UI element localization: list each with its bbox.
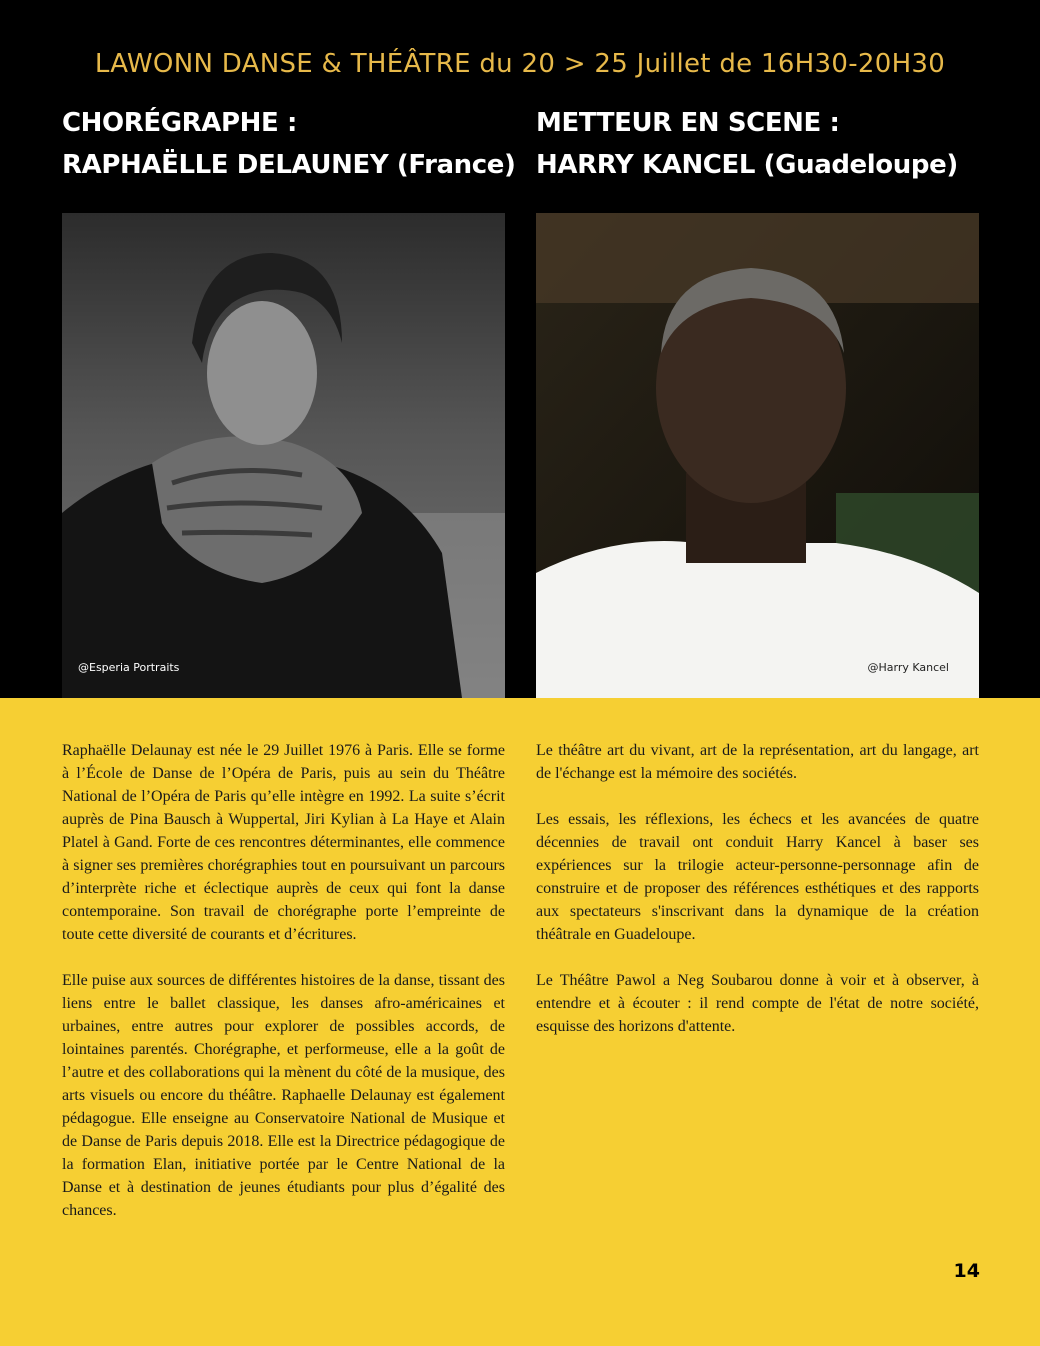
biography-paragraph: Le Théâtre Pawol a Neg Soubarou donne à voir et à observer, à entendre et à écouter : il rend compte de l'état de notre société, esquisse des horizons d'attente.	[536, 972, 979, 1035]
portrait-illustration-left	[62, 213, 505, 698]
portrait-illustration-right	[536, 213, 979, 698]
biography-paragraph: Elle puise aux sources de différentes histoires de la danse, tissant des liens entre le ballet classique, les danses afro-américaines et urbaines, entre autres pour explorer de possibles accords, de lointaines parentés. Chorégraphe, et performeuse, elle a la goût de l’autre et des collaborations qui la mènent du côté de la musique, des arts visuels ou encore du théâtre. Raphaelle Delaunay est également pédagogue. Elle enseigne au Conservatoire National de Musique et de Danse de Paris depuis 2018. Elle est la Directrice pédagogique de la formation Elan, initiative portée par le Centre National de la Danse et à destination de jeunes étudiants pour plus d’égalité des chances.	[62, 972, 505, 1219]
photo-credit-left: @Esperia Portraits	[78, 661, 180, 674]
biography-paragraph: Le théâtre art du vivant, art de la représentation, art du langage, art de l'échange est la mémoire des sociétés.	[536, 742, 979, 782]
director-biography	[536, 739, 979, 1061]
choreographer-heading	[62, 102, 516, 186]
choreographer-biography	[62, 739, 505, 1245]
biography-paragraph: Les essais, les réflexions, les échecs et les avancées de quatre décennies de travail ont conduit Harry Kancel à baser ses expériences sur la trilogie acteur-personne-personnage afin de construire et de proposer des références esthétiques et des rapports aux spectateurs s'inscrivant dans la dynamique de la création théâtrale en Guadeloupe.	[536, 811, 979, 943]
director-portrait	[536, 213, 979, 698]
page-number: 14	[953, 1260, 980, 1282]
choreographer-name: RAPHAËLLE DELAUNEY (France)	[62, 150, 516, 180]
biography-paragraph: Raphaëlle Delaunay est née le 29 Juillet 1976 à Paris. Elle se forme à l’École de Danse de l’Opéra de Paris, puis au sein du Théâtre National de l’Opéra de Paris qu’elle intègre en 1992. La suite s’écrit auprès de Pina Bausch à Wuppertal, Jiri Kylian à La Haye et Alain Platel à Gand. Forte de ces rencontres déterminantes, elle commence à signer ses premières chorégraphies tout en poursuivant un parcours d’interprète riche et éclectique auprès de ceux qui font la danse contemporaine. Son travail de chorégraphe porte l’empreinte de toute cette diversité de courants et d’écritures.	[62, 742, 505, 943]
event-banner: LAWONN DANSE & THÉÂTRE du 20 > 25 Juillet de 16H30-20H30	[94, 49, 946, 79]
director-name: HARRY KANCEL (Guadeloupe)	[536, 150, 958, 180]
photo-credit-right: @Harry Kancel	[867, 661, 949, 674]
choreographer-role: CHORÉGRAPHE :	[62, 108, 298, 138]
director-heading	[536, 102, 958, 186]
choreographer-portrait	[62, 213, 505, 698]
director-role: METTEUR EN SCENE :	[536, 108, 840, 138]
